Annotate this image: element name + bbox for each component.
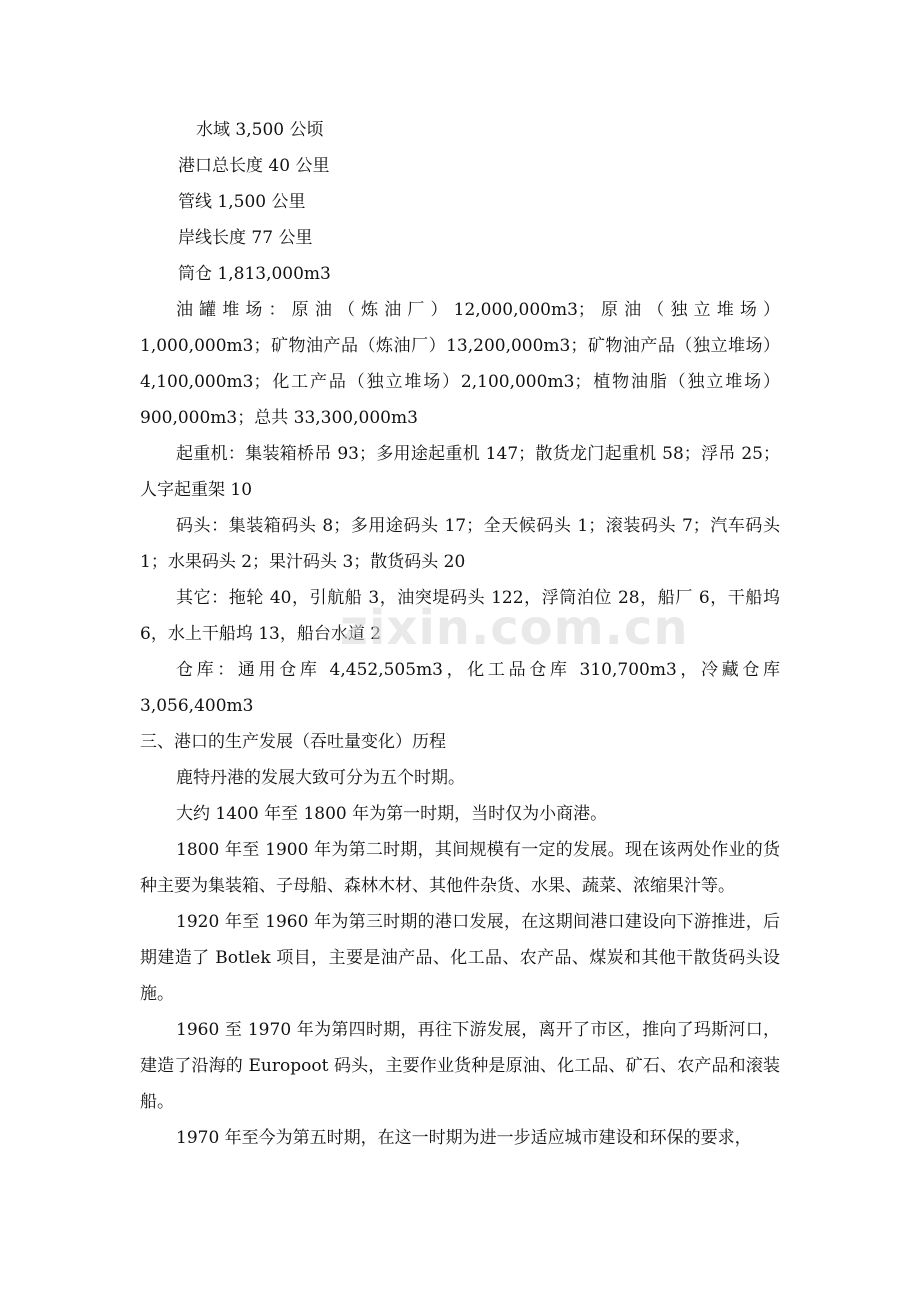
history-period-1: 大约 1400 年至 1800 年为第一时期，当时仅为小商港。 [176, 804, 608, 824]
history-period-2: 1800 年至 1900 年为第二时期，其间规模有一定的发展。现在该两处作业的货种主要为集装箱、子母船、森林木材、其他件杂货、水果、蔬菜、浓缩果汁等。 [140, 840, 780, 896]
fact-port-length: 港口总长度 40 公里 [178, 156, 330, 176]
history-period-3: 1920 年至 1960 年为第三时期的港口发展，在这期间港口建设向下游推进，后期建造了 Botlek 项目，主要是油产品、化工品、农产品、煤炭和其他干散货码头设施。 [140, 912, 780, 1004]
fact-silos: 筒仓 1,813,000m3 [178, 264, 331, 284]
site-watermark: zixin.com.cn [340, 600, 689, 656]
history-period-5: 1970 年至今为第五时期，在这一时期为进一步适应城市建设和环保的要求， [176, 1128, 752, 1148]
fact-pipelines: 管线 1,500 公里 [178, 192, 306, 212]
history-period-4: 1960 至 1970 年为第四时期，再往下游发展，离开了市区，推向了玛斯河口，建造了沿海的 Europoot 码头，主要作业货种是原油、化工品、矿石、农产品和滚装船。 [140, 1020, 780, 1112]
tank-storage-paragraph: 油罐堆场：原油（炼油厂）12,000,000m3；原油（独立堆场）1,000,000m3；矿物油产品（炼油厂）13,200,000m3；矿物油产品（独立堆场）4,100,000m3；化工产品（独立堆场）2,100,000m3；植物油脂（独立堆场）900,000m3；总共 33,300,000m3 [140, 300, 780, 428]
history-intro: 鹿特丹港的发展大致可分为五个时期。 [176, 768, 465, 788]
warehouses-paragraph: 仓库：通用仓库 4,452,505m3，化工品仓库 310,700m3，冷藏仓库 3,056,400m3 [140, 660, 780, 716]
others-paragraph: 其它：拖轮 40，引航船 3，油突堤码头 122，浮筒泊位 28，船厂 6，干船坞 6，水上干船坞 13，船台水道 2 [140, 588, 780, 644]
terminals-paragraph: 码头：集装箱码头 8；多用途码头 17；全天候码头 1；滚装码头 7；汽车码头 1；水果码头 2；果汁码头 3；散货码头 20 [140, 516, 780, 572]
cranes-paragraph: 起重机：集装箱桥吊 93；多用途起重机 147；散货龙门起重机 58；浮吊 25；人字起重架 10 [140, 444, 780, 500]
fact-shoreline: 岸线长度 77 公里 [178, 228, 313, 248]
fact-water-area: 水域 3,500 公顷 [196, 120, 324, 140]
section-heading: 三、港口的生产发展（吞吐量变化）历程 [140, 732, 446, 752]
